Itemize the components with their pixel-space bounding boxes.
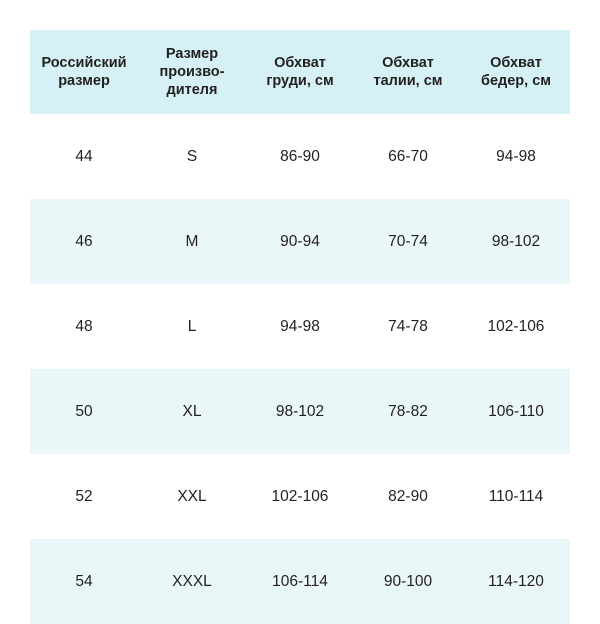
header-line: дителя	[166, 82, 218, 99]
cell-russian-size: 46	[30, 199, 138, 284]
cell-hips: 110-114	[462, 454, 570, 539]
table-row	[30, 114, 570, 199]
cell-waist: 82-90	[354, 454, 462, 539]
cell-russian-size: 48	[30, 284, 138, 369]
cell-waist: 74-78	[354, 284, 462, 369]
cell-chest: 90-94	[246, 199, 354, 284]
cell-waist: 90-100	[354, 539, 462, 624]
header-line: бедер, см	[481, 73, 551, 89]
column-header-chest	[246, 30, 354, 114]
cell-manufacturer-size: XXXL	[138, 539, 246, 624]
cell-manufacturer-size: L	[138, 284, 246, 369]
header-line: Обхват	[382, 54, 434, 71]
table-row	[30, 284, 570, 369]
cell-russian-size: 50	[30, 369, 138, 454]
cell-russian-size: 52	[30, 454, 138, 539]
header-line: Обхват	[490, 54, 542, 71]
header-line: Обхват	[274, 54, 326, 71]
table-row	[30, 454, 570, 539]
cell-chest: 106-114	[246, 539, 354, 624]
cell-hips: 102-106	[462, 284, 570, 369]
header-row	[30, 30, 570, 114]
table-row	[30, 199, 570, 284]
cell-manufacturer-size: XXL	[138, 454, 246, 539]
column-header-russian-size	[30, 30, 138, 114]
cell-chest: 86-90	[246, 114, 354, 199]
table-row	[30, 369, 570, 454]
cell-chest: 102-106	[246, 454, 354, 539]
table-body	[30, 114, 570, 624]
size-chart-table	[30, 30, 570, 624]
cell-waist: 70-74	[354, 199, 462, 284]
cell-manufacturer-size: XL	[138, 369, 246, 454]
cell-waist: 78-82	[354, 369, 462, 454]
cell-waist: 66-70	[354, 114, 462, 199]
cell-hips: 114-120	[462, 539, 570, 624]
table-header	[30, 30, 570, 114]
cell-hips: 98-102	[462, 199, 570, 284]
column-header-manufacturer-size	[138, 30, 246, 114]
header-line: Российский	[41, 54, 127, 71]
header-line: размер	[58, 73, 110, 89]
cell-hips: 106-110	[462, 369, 570, 454]
cell-russian-size: 44	[30, 114, 138, 199]
cell-hips: 94-98	[462, 114, 570, 199]
column-header-waist	[354, 30, 462, 114]
cell-russian-size: 54	[30, 539, 138, 624]
header-line: груди, см	[266, 73, 334, 89]
header-line: Размер	[165, 45, 219, 62]
table-row	[30, 539, 570, 624]
cell-manufacturer-size: M	[138, 199, 246, 284]
cell-manufacturer-size: S	[138, 114, 246, 199]
header-line: талии, см	[373, 73, 443, 89]
cell-chest: 94-98	[246, 284, 354, 369]
cell-chest: 98-102	[246, 369, 354, 454]
header-line: произво-	[159, 63, 225, 80]
column-header-hips	[462, 30, 570, 114]
